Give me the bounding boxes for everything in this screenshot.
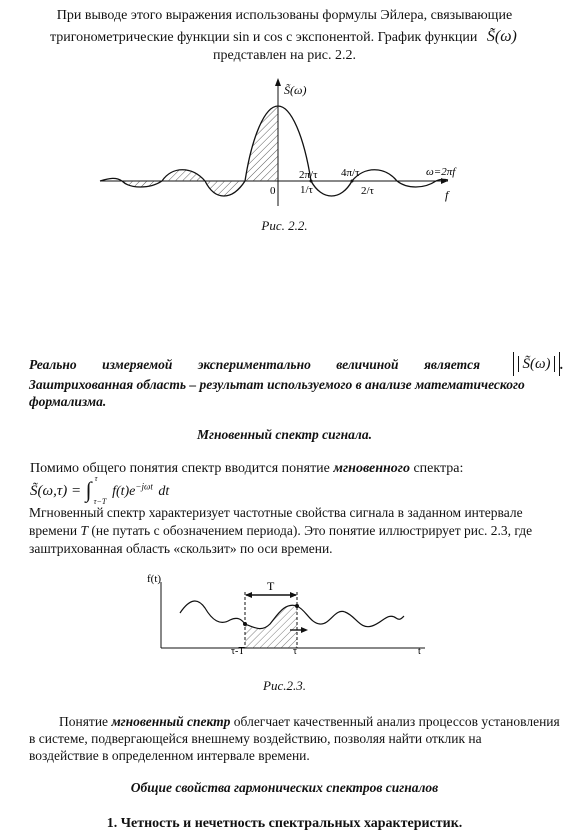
y-axis-label: S̃(ω) [284,83,307,97]
intro-line-2 [50,28,517,46]
T-label: T [267,579,275,593]
tick-2pi-tau: 2π/τ [299,169,318,181]
origin-label: 0 [270,185,276,197]
measured-period: . [559,356,563,372]
tick-tau: τ [293,646,298,657]
integral-sign: ∫ τ τ−T [85,474,107,506]
tick-4pi-tau: 4π/τ [341,167,360,179]
measured-word: экспериментально [197,356,311,372]
t-label: t [418,646,421,657]
section-title-instant-spectrum: Мгновенный спектр сигнала. [197,427,372,442]
instant-p1: Помимо общего понятия спектр вводится понятие мгновенного спектра: [30,461,464,476]
instant-p2-line2: времени T (не путать с обозначением периода). Это понятие иллюстрирует рис. 2.3, где [29,523,533,538]
instant-spectrum-formula: S̃(ω,τ) = ∫ τ τ−T $f(t)e^{-j\omega t}$ dt [30,474,170,506]
instant-para-line1: Понятие мгновенный спектр облегчает качественный анализ процессов установления [59,714,560,729]
instant-para-line2: в системе, подвергающейся внешнему воздействию, позволяя найти отклик на [29,731,482,746]
arrow-left-icon [245,592,252,598]
slide-arrow-icon [301,627,308,633]
measured-abs-func: S̃(ω) [513,352,559,376]
arrow-right-icon [290,592,297,598]
section-title-general-properties: Общие свойства гармонических спектров сигналов [130,780,439,795]
figure-2-3-chart [0,568,569,660]
window-point [295,604,299,608]
y-axis-arrow-icon [275,78,281,86]
measured-line-2: Заштрихованная область – результат используемого в анализе математического [29,377,525,392]
intro-line-3: представлен на рис. 2.2. [213,48,356,63]
tick-tau-minus-T: τ-T [231,646,245,657]
instant-p2-line3: заштрихованная область «скользит» по оси времени. [29,541,333,556]
figure-2-2-chart [0,66,569,216]
measured-word: Реально [29,356,77,372]
figure-2-3-caption: Рис.2.3. [263,678,306,693]
window-point [243,622,247,626]
measured-word: величиной [336,356,399,372]
tick-2-tau: 2/τ [361,185,374,197]
measured-line-1 [29,352,563,376]
instant-p2: Мгновенный спектр характеризует частотные свойства сигнала в заданном интервале [29,505,523,520]
hatched-main-lobe [245,106,278,181]
figure-2-2-caption: Рис. 2.2. [261,218,308,233]
tick-1-tau: 1/τ [300,184,313,196]
omega-label: ω=2πf [426,166,456,178]
intro-line-1: При выводе этого выражения использованы формулы Эйлера, связывающие [56,8,513,23]
intro-line-2-text: тригонометрические функции sin и cos с экспонентой. График функции [50,30,478,45]
instant-para-line3: воздействие в определенном интервале времени. [29,748,310,763]
measured-word: измеряемой [102,356,173,372]
section-title-parity: 1. Четность и нечетность спектральных характеристик. [106,816,463,831]
zero-crossing-dot [351,180,354,183]
intro-func: S̃(ω) [486,28,517,45]
y-axis-label: f(t) [147,573,162,585]
measured-line-3: формализма. [29,394,107,409]
measured-word: является [423,356,481,372]
f-label: f [445,188,449,202]
